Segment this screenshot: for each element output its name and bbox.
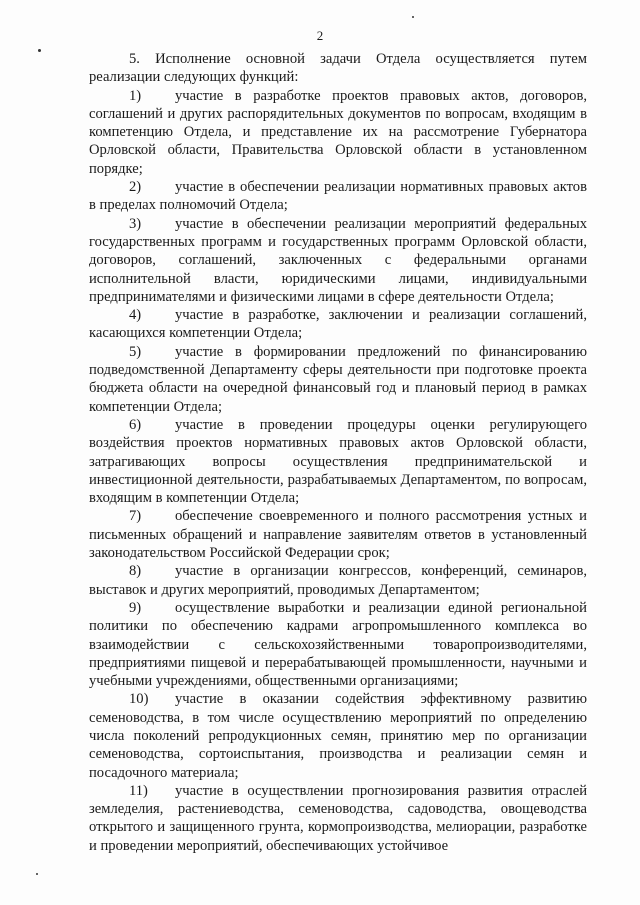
list-item [89, 599, 587, 690]
intro-paragraph: 5. Исполнение основной задачи Отдела осуществляется путем реализации следующих функций: [89, 51, 587, 86]
list-item-number: 4) [129, 307, 142, 324]
list-item-number: 1) [129, 87, 142, 104]
list-item-text: участие в разработке, заключении и реализации соглашений, касающихся компетенции Отдела; [89, 307, 587, 342]
list-item-text: участие в обеспечении реализации нормативных правовых актов в пределах полномочий Отдела; [89, 179, 587, 214]
scan-speck [38, 49, 41, 52]
list-item [89, 507, 587, 562]
list-item-number: 5) [129, 343, 142, 360]
list-item-number: 10) [129, 691, 149, 708]
list-item [89, 87, 587, 178]
functions-list [89, 87, 587, 855]
scan-speck [412, 16, 414, 18]
list-item [89, 306, 587, 343]
list-item-number: 9) [129, 599, 142, 616]
list-item-text: участие в оказании содействия эффективному развитию семеноводства, в том числе осуществлению мероприятий по определению числа поколений репродукционных семян, принятию мер по организации семеноводства, сортоиспытания, производства и реализации семян и посадочного материала; [89, 691, 587, 781]
list-item-text: участие в разработке проектов правовых актов, договоров, соглашений и других распорядительных документов по вопросам, входящим в компетенцию Отдела, и представление их на рассмотрение Губернатора Орловской области, Правительства Орловской области в установленном порядке; [89, 87, 587, 177]
list-item-number: 3) [129, 215, 142, 232]
document-body [89, 50, 587, 855]
list-item-number: 6) [129, 416, 142, 433]
list-item-text: обеспечение своевременного и полного рассмотрения устных и письменных обращений и направление заявителям ответов в установленный законодательством Российской Федерации срок; [89, 508, 587, 562]
list-item-text: участие в обеспечении реализации мероприятий федеральных государственных программ и государственных программ Орловской области, договоров, соглашений, заключенных с федеральными органами исполнительной власти, юридическими лицами, индивидуальными предпринимателями и физическими лицами в сфере деятельности Отдела; [89, 215, 587, 305]
list-item-text: осуществление выработки и реализации единой региональной политики по обеспечению кадрами агропромышленного комплекса во взаимодействии с сельскохозяйственными товаропроизводителями, предприятиями пищевой и перерабатывающей промышленности, научными и учебными учреждениями, общественными организациями; [89, 599, 587, 690]
page-number: 2 [316, 28, 324, 43]
list-item-text: участие в проведении процедуры оценки регулирующего воздействия проектов нормативных правовых актов Орловской области, затрагивающих вопросы осуществления предпринимательской и инвестиционной деятельности, разрабатываемых Департаментом, по вопросам, входящим в компетенции Отдела; [89, 416, 587, 507]
list-item-number: 11) [129, 782, 148, 799]
list-item-number: 8) [129, 563, 142, 580]
list-item [89, 178, 587, 215]
list-item [89, 416, 587, 507]
list-item-number: 2) [129, 179, 142, 196]
list-item-text: участие в организации конгрессов, конференций, семинаров, выставок и других мероприятий, проводимых Департаментом; [89, 563, 587, 598]
list-item [89, 343, 587, 416]
list-item [89, 562, 587, 599]
scan-speck [36, 873, 38, 875]
list-item-number: 7) [129, 508, 142, 525]
list-item [89, 690, 587, 781]
list-item-text: участие в формировании предложений по финансированию подведомственной Департаменту сферы деятельности при подготовке проекта бюджета области на очередной финансовый год и плановый период в рамках компетенции Отдела; [89, 343, 587, 415]
list-item [89, 782, 587, 855]
list-item [89, 215, 587, 306]
list-item-text: участие в осуществлении прогнозирования развития отраслей земледелия, растениеводства, семеноводства, садоводства, овощеводства открытого и защищенного грунта, кормопроизводства, мелиорации, разработке и проведении мероприятий, обеспечивающих устойчивое [89, 782, 587, 854]
